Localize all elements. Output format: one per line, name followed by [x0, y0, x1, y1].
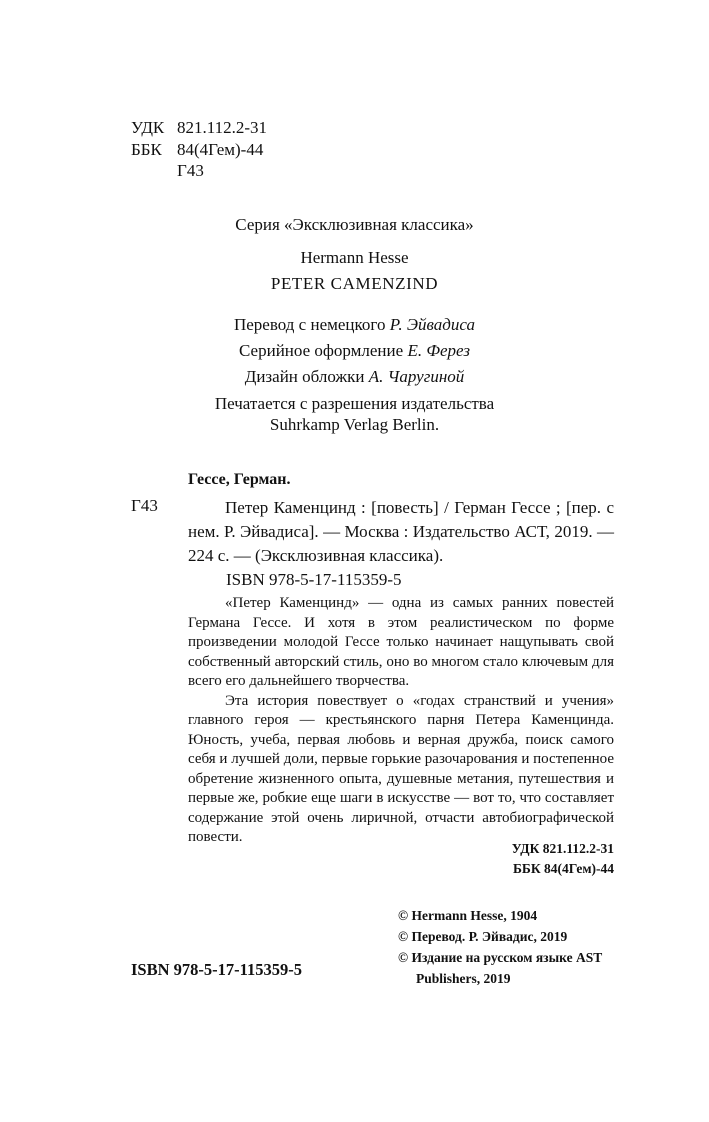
- bib-udk: УДК 821.112.2-31: [511, 841, 614, 856]
- author-mark: Г43: [177, 161, 204, 180]
- author-mark-row: [131, 160, 267, 182]
- annotation: [188, 594, 614, 848]
- copyright-line-1: © Hermann Hesse, 1904: [398, 908, 538, 923]
- copyright-block: [398, 905, 602, 989]
- udk-value: 821.112.2-31: [177, 118, 268, 137]
- series-design-label: Серийное оформление: [239, 341, 404, 360]
- bbk-label: ББК: [131, 139, 162, 159]
- bbk-value: 84(4Гем)-44: [177, 139, 264, 159]
- bib-codes: [460, 839, 614, 879]
- original-title: PETER CAMENZIND: [270, 274, 439, 293]
- series-design-credit: [0, 340, 709, 361]
- annotation-paragraph-2: Эта история повествует о «годах странствий и учения» главного героя — крестьянского парня Петера Каменцинда. Юность, учеба, первая любовь и верная дружба, поиск самого себя и лучшей доли, первые горькие разочарования и постепенное обретение жизненного опыта, душевные метания, путешествия и первые же, робкие еще шаги в искусстве — вот то, что составляет содержание этой очень лиричной, отчасти автобиографической повести.: [188, 692, 614, 845]
- udk-label: УДК: [131, 118, 165, 137]
- bib-bbk: ББК 84(4Гем)-44: [513, 861, 614, 876]
- permission-line-1: Печатается с разрешения издательства: [214, 394, 495, 413]
- record-author-code: Г43: [131, 496, 158, 515]
- cover-design-credit: [0, 366, 709, 387]
- original-author: Hermann Hesse: [300, 248, 409, 267]
- bbk-row: [131, 139, 267, 161]
- classification-codes: [131, 117, 267, 182]
- annotation-paragraph-1: «Петер Каменцинд» — одна из самых ранних повестей Германа Гессе. И хотя в этом реалистическом по форме произведении молодой Гессе только начинает нащупывать свой собственный авторский стиль, оно во многом стало ключевым для всего его дальнейшего творчества.: [188, 595, 614, 689]
- copyright-line-3: © Издание на русском языке AST: [398, 950, 603, 965]
- record-isbn: ISBN 978-5-17-115359-5: [226, 570, 402, 589]
- cover-design-label: Дизайн обложки: [244, 367, 365, 386]
- series-designer-name: Е. Ферез: [407, 341, 470, 360]
- copyright-line-2: © Перевод. Р. Эйвадис, 2019: [398, 929, 568, 944]
- series-title: Серия «Эксклюзивная классика»: [235, 215, 474, 234]
- translator-name: Р. Эйвадиса: [389, 315, 476, 334]
- isbn-bottom: ISBN 978-5-17-115359-5: [131, 960, 302, 979]
- udk-row: [131, 117, 267, 139]
- record-description: [188, 496, 614, 568]
- record-description-text: Петер Каменцинд : [повесть] / Герман Гессе ; [пер. с нем. Р. Эйвадиса]. — Москва : Издательство АСТ, 2019. — 224 с. — (Эксклюзивная классика).: [188, 498, 614, 565]
- translation-credit: [0, 314, 709, 335]
- copyright-line-4: Publishers, 2019: [416, 971, 511, 986]
- cover-designer-name: А. Чаругиной: [368, 367, 465, 386]
- permission-line-2: Suhrkamp Verlag Berlin.: [269, 415, 440, 434]
- translation-label: Перевод с немецкого: [233, 315, 386, 334]
- record-author-heading: Гессе, Герман.: [188, 471, 291, 488]
